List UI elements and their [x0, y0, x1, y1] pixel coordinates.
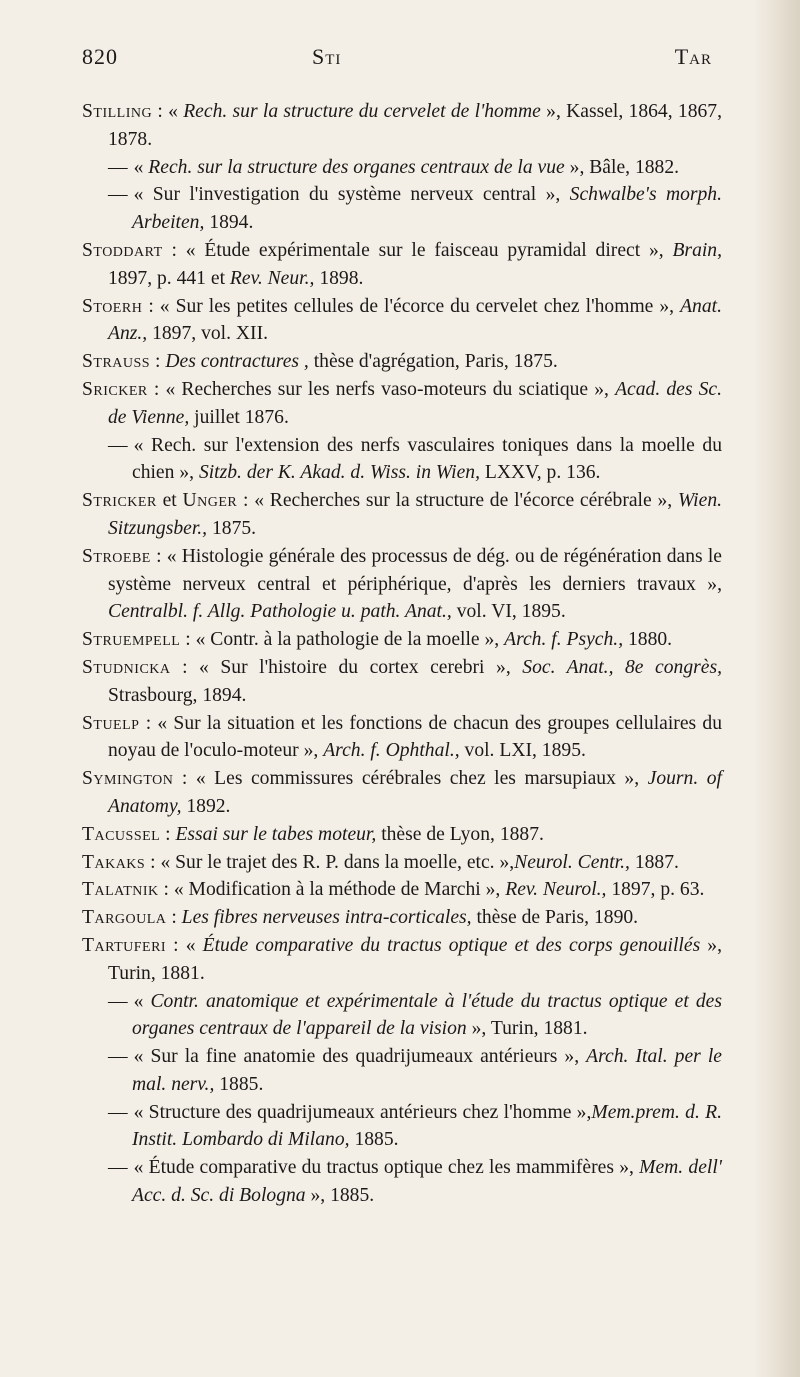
bibliography-entry [82, 154, 722, 182]
entry-text: 1894. [204, 212, 254, 234]
continuation-dash: — [108, 156, 128, 178]
bibliography-entry [82, 654, 722, 710]
entry-title: Arch. f. Ophthal., [323, 740, 460, 762]
entry-text: 1887. [629, 851, 679, 873]
entry-text: 1885. [214, 1073, 264, 1095]
entry-title: Wien. Sitzungsber., [108, 490, 723, 539]
bibliography-entry [82, 293, 722, 349]
bibliography-entry [82, 626, 722, 654]
entry-text: : « [152, 101, 184, 122]
bibliography-entry [82, 432, 722, 488]
entry-title: Anat. Anz., [108, 295, 722, 345]
author-name: Symington [82, 768, 174, 790]
entry-text: : « Sur le trajet des R. P. dans la moelle, etc. », [145, 851, 515, 873]
entry-title: Rech. sur la structure des organes centraux de la vue [148, 156, 565, 178]
entry-text: thèse de Paris, 1890. [471, 907, 639, 929]
entry-text: », Turin, 1881. [466, 1018, 588, 1040]
author-name: Sricker [82, 378, 148, 400]
bibliography-entry [82, 876, 722, 904]
entry-text: : « Recherches sur la structure de l'écorce cérébrale », [237, 490, 678, 512]
entry-text: », Kassel, 1864, 1867, 1878. [108, 101, 722, 150]
author-name: Stilling [82, 101, 153, 122]
entry-text: 1885. [349, 1129, 399, 1151]
entry-title: Rev. Neurol., [505, 879, 607, 901]
bibliography-entry [82, 376, 722, 432]
entry-text: « Étude comparative du tractus optique chez les mammifères », [133, 1157, 640, 1179]
entry-text: thèse de Lyon, 1887. [376, 823, 544, 845]
author-name: Targoula [82, 907, 167, 929]
entry-text: « Sur la fine anatomie des quadrijumeaux antérieurs », [133, 1046, 587, 1068]
entry-text: « [133, 156, 149, 178]
entry-text: 1897, p. 441 et [108, 267, 230, 289]
author-name: Tartuferi [82, 934, 167, 956]
author-name: Stoerh [82, 295, 143, 317]
entry-text: LXXV, p. 136. [479, 462, 601, 484]
entry-text: « Structure des quadrijumeaux antérieurs chez l'homme », [133, 1101, 592, 1123]
entry-title: Contr. anatomique et expérimentale à l'étude du tractus optique et des organes centraux de l'appareil de la vision [132, 990, 722, 1040]
entry-text: et [156, 490, 183, 512]
author-name: Studnicka [82, 656, 171, 678]
entry-text: : « Sur les petites cellules de l'écorce du cervelet chez l'homme », [142, 295, 681, 317]
running-header [82, 44, 712, 78]
entry-title: Arch. Ital. per le mal. nerv., [132, 1046, 722, 1095]
entry-text: », 1885. [305, 1185, 375, 1207]
continuation-dash: — [108, 434, 128, 456]
entry-title: Rech. sur la structure du cervelet de l'homme [183, 101, 541, 122]
continuation-dash: — [108, 184, 128, 206]
bibliography-entry [82, 932, 722, 988]
bibliography-entry [82, 710, 722, 766]
entry-title: Acad. des Sc. de Vienne, [108, 378, 723, 428]
entry-text: vol. LXI, 1895. [459, 740, 586, 762]
entry-text: : « Étude expérimentale sur le faisceau pyramidal direct », [162, 239, 673, 261]
continuation-dash: — [108, 1046, 128, 1068]
bibliography-entry [82, 821, 722, 849]
bibliography-entry [82, 1043, 722, 1099]
entry-title: Neurol. Centr., [514, 851, 630, 873]
author-name: Unger [182, 490, 238, 512]
entry-text: 1880. [623, 629, 673, 651]
entry-text: 1898. [314, 267, 364, 289]
entry-text: 1897, p. 63. [606, 879, 705, 901]
entry-text: « Rech. sur l'extension des nerfs vasculaires toniques dans la moelle du chien », [132, 434, 722, 484]
author-name: Stricker [82, 490, 157, 512]
continuation-dash: — [108, 990, 128, 1012]
entry-text: : « Sur l'histoire du cortex cerebri », [170, 656, 523, 678]
page-edge-shadow [754, 0, 800, 1377]
running-head-right: Tar [674, 44, 712, 69]
entry-title: Brain, [672, 239, 722, 261]
entry-text: vol. VI, 1895. [451, 601, 566, 623]
entry-text: thèse d'agrégation, Paris, 1875. [308, 351, 558, 373]
author-name: Struempell [82, 629, 181, 651]
entry-text: « Sur l'investigation du système nerveux central », [133, 184, 570, 206]
entry-title: Schwalbe's morph. Arbeiten, [132, 184, 723, 234]
entry-title: Étude comparative du tractus optique et des corps genouillés [202, 934, 701, 956]
author-name: Talatnik [82, 879, 159, 901]
bibliography-entry [82, 348, 722, 376]
bibliography-entry [82, 98, 722, 154]
author-name: Stroebe [82, 545, 151, 567]
entry-text: : « Recherches sur les nerfs vaso-moteurs du sciatique », [147, 378, 616, 400]
author-name: Stoddart [82, 239, 163, 261]
bibliography-entry [82, 765, 722, 821]
page-number: 820 [82, 44, 118, 69]
bibliography-entry [82, 904, 722, 932]
bibliography-entry [82, 849, 722, 877]
entry-text: 1875. [207, 517, 257, 539]
entry-text: : « Sur la situation et les fonctions de chacun des groupes cellulaires du noyau de l'oculo-moteur », [108, 712, 722, 762]
entry-title: Arch. f. Psych., [504, 629, 624, 651]
entry-text: : « Les commissures cérébrales chez les marsupiaux », [173, 768, 648, 790]
entry-text: : [150, 351, 166, 373]
entry-title: Soc. Anat., 8e congrès, [522, 656, 722, 678]
entry-title: Centralbl. f. Allg. Pathologie u. path. Anat., [108, 601, 452, 623]
entry-title: Essai sur le tabes moteur, [175, 823, 377, 845]
bibliography-entry [82, 988, 722, 1044]
entry-title: Journ. of Anatomy, [108, 768, 723, 817]
bibliography-entry [82, 181, 722, 237]
entry-title: Sitzb. der K. Akad. d. Wiss. in Wien, [198, 462, 480, 484]
author-name: Stuelp [82, 712, 140, 734]
entry-text: », Turin, 1881. [108, 934, 722, 984]
continuation-dash: — [108, 1101, 128, 1123]
entry-text: : « Histologie générale des processus de dég. ou de régénération dans le système nerveux central et périphérique, d'après les derniers travaux », [108, 545, 722, 595]
entry-title: Mem. dell' Acc. d. Sc. di Bologna [132, 1157, 722, 1207]
entry-text: : « [166, 934, 203, 956]
author-name: Takaks [82, 851, 146, 873]
entry-title: Rev. Neur., [229, 267, 315, 289]
continuation-dash: — [108, 1157, 128, 1179]
entry-title: Mem.prem. d. R. Instit. Lombardo di Milano, [132, 1101, 722, 1151]
author-name: Strauss [82, 351, 151, 373]
entry-text: Strasbourg, 1894. [108, 684, 247, 706]
bibliography-entry [82, 543, 722, 626]
bibliography-list [82, 98, 722, 1210]
entry-text: 1892. [181, 795, 231, 817]
entry-text: juillet 1876. [189, 406, 289, 428]
bibliography-entry [82, 237, 722, 293]
bibliography-entry [82, 487, 722, 543]
bibliography-entry [82, 1099, 722, 1155]
entry-title: Des contractures , [165, 351, 309, 373]
entry-title: Les fibres nerveuses intra-corticales, [181, 907, 472, 929]
entry-text: : « Contr. à la pathologie de la moelle », [180, 629, 505, 651]
entry-text: : [160, 823, 176, 845]
entry-text: 1897, vol. XII. [147, 323, 269, 345]
bibliography-entry [82, 1154, 722, 1210]
entry-text: », Bâle, 1882. [564, 156, 680, 178]
entry-text: : « Modification à la méthode de Marchi », [158, 879, 506, 901]
author-name: Tacussel [82, 823, 161, 845]
entry-text: « [133, 990, 151, 1012]
entry-text: : [166, 907, 182, 929]
running-head-left: Sti [312, 44, 342, 69]
